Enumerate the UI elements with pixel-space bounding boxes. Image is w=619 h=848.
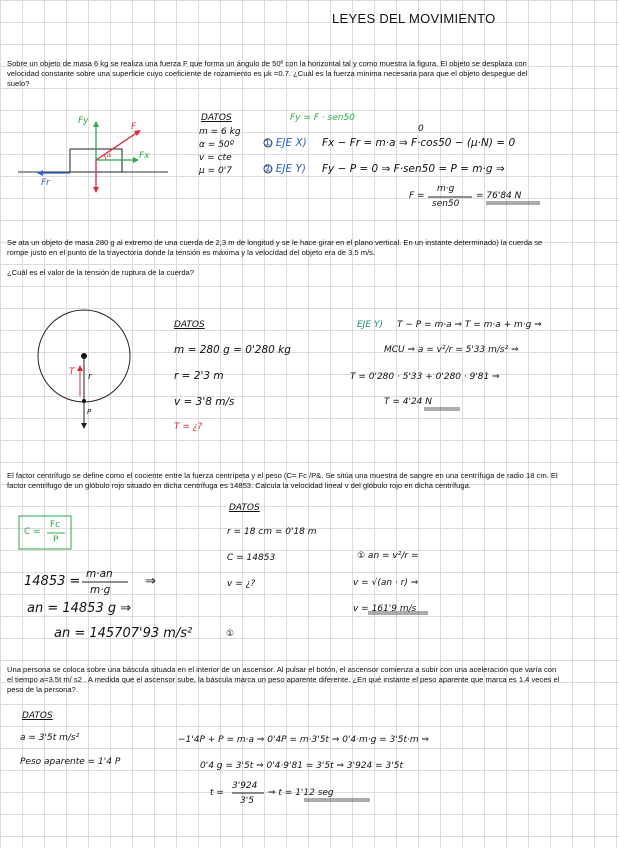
eq1-label: ① EJE X) [263,137,307,149]
datos-title-4: DATOS [22,711,53,721]
t-lhs: t = [210,788,224,798]
datos-1-mass: m = 6 kg [199,127,241,137]
eq3-lhs: 14853 = [24,574,81,589]
eq4-line2: 0'4 g = 3'5t ⇒ 0'4·9'81 = 3'5t ⇒ 3'924 = 3'5t [200,761,403,771]
datos-1-angle: α = 50º [199,140,234,150]
problem-4-statement: Una persona se coloca sobre una báscula situada en el interior de un ascensor. Al pulsar el botón, el ascensor comienza a subir con una aceleración que varía con el tiempo a=3.5t m/ s2 . A medida que el ascensor sube, la báscula marca un peso aparente diferente. ¿En qué instante el peso aparente que marca es 1.4 veces el peso de la persona?. [7,665,560,694]
problem-3-statement: El factor centrífugo se define como el cociente entre la fuerza centrípeta y el peso (C= Fc /P&. Se sitúa una muestra de sangre en una centrífuga de radio 18 cm. El factor centrífugo de un glóbulo rojo situado en dicha centrífuga es 14853. Calcula la velocidad lineal v del glóbulo rojo en dicha centrífuga. [7,471,558,490]
final-num: m·g [437,184,455,194]
tension-result: T = 4'24 N [384,397,433,407]
t-den: 3'5 [240,796,254,806]
eq2-label: ② EJE Y) [263,163,306,175]
label-f: F [131,122,137,132]
problem-1-statement: Sobre un objeto de masa 6 kg se realiza una fuerza F que forma un ángulo de 50º con la horizontal tal y como muestra la figura. El objeto se desplaza con velocidad constante sobre una superficie cuyo coeficiente de rozamiento es μk =0.7. ¿Cuál es la fuerza mínima necesaria para que el objeto despegue del suelo? [7,59,528,88]
datos-1-mu: μ = 0'7 [199,166,232,176]
datos-4-accel: a = 3'5t m/s² [20,733,80,743]
t-num: 3'924 [232,781,258,791]
v-sqrt: v = √(an · r) ⇒ [353,578,419,588]
final-lhs: F = [409,191,425,201]
eje-y-eq: T − P = m·a ⇒ T = m·a + m·g ⇒ [397,320,542,330]
final-den: sen50 [432,199,460,209]
final-rhs: = 76'84 N [476,191,522,201]
problem-2-statement: Se ata un objeto de masa 280 g al extremo de una cuerda de 2,3 m de longitud y se le hace girar en el plano vertical. En un instante determinado) la cuerda se rompe justo en el punto de la trayectoria donde la tensión es máxima y la velocidad del objeto era de 3.5 m/s. [7,238,543,257]
an-circle: ① [226,629,235,639]
an-eq: an = 14853 g ⇒ [27,601,132,616]
eq1: Fx − Fr = m·a ⇒ F·cos50 − (μ·N) = 0 [322,137,516,149]
datos-title-2: DATOS [174,320,205,330]
box-num: Fc [50,520,61,530]
eq3-arrow: ⇒ [145,574,156,589]
datos-1-velocity: v = cte [199,153,232,163]
datos-2-radius: r = 2'3 m [174,370,224,382]
eq1-zero: 0 [418,124,424,134]
eq2: Fy − P = 0 ⇒ F·sen50 = P = m·g ⇒ [322,163,505,175]
label-p: P [87,408,92,416]
datos-4-apparent-weight: Peso aparente = 1'4 P [20,757,121,767]
label-t: T [69,367,75,377]
an-value: an = 145707'93 m/s² [54,626,193,641]
eq3-den: m·g [90,584,111,596]
label-fr: Fr [41,178,50,188]
label-fx: Fx [139,151,150,161]
page-title: LEYES DEL MOVIMIENTO [332,11,496,26]
datos-3-v: v = ¿? [227,579,256,589]
label-alpha: α [107,152,111,159]
v-result: v = 161'9 m/s [353,604,417,614]
box-c-label: C = [24,527,41,537]
fy-formula: Fy = F · sen50 [290,113,355,123]
eq4-line1: −1'4P + P = m·a ⇒ 0'4P = m·3'5t ⇒ 0'4·m·g = 3'5t·m ⇒ [178,735,430,745]
datos-3-radius: r = 18 cm = 0'18 m [227,527,317,537]
datos-2-mass: m = 280 g = 0'280 kg [174,344,291,356]
eq3-num: m·an [86,568,113,580]
datos-2-velocity: v = 3'8 m/s [174,396,235,408]
mcu-eq: MCU ⇒ a = v²/r = 5'33 m/s² ⇒ [384,345,519,355]
problem-2-question: ¿Cuál es el valor de la tensión de ruptura de la cuerda? [7,268,195,277]
t-rhs: ⇒ t = 1'12 seg [268,788,334,798]
datos-title-3: DATOS [229,503,260,513]
label-fy: Fy [78,116,89,126]
eje-y-label: EJE Y) [357,320,383,330]
datos-3-c: C = 14853 [227,553,276,563]
box-den: P [53,535,59,545]
an-def: ① an = v²/r = [357,551,419,561]
datos-title-1: DATOS [201,113,232,123]
tension-calc: T = 0'280 · 5'33 + 0'280 · 9'81 ⇒ [350,372,500,382]
unknown-tension: T = ¿? [174,422,203,432]
label-r: r [88,372,92,382]
